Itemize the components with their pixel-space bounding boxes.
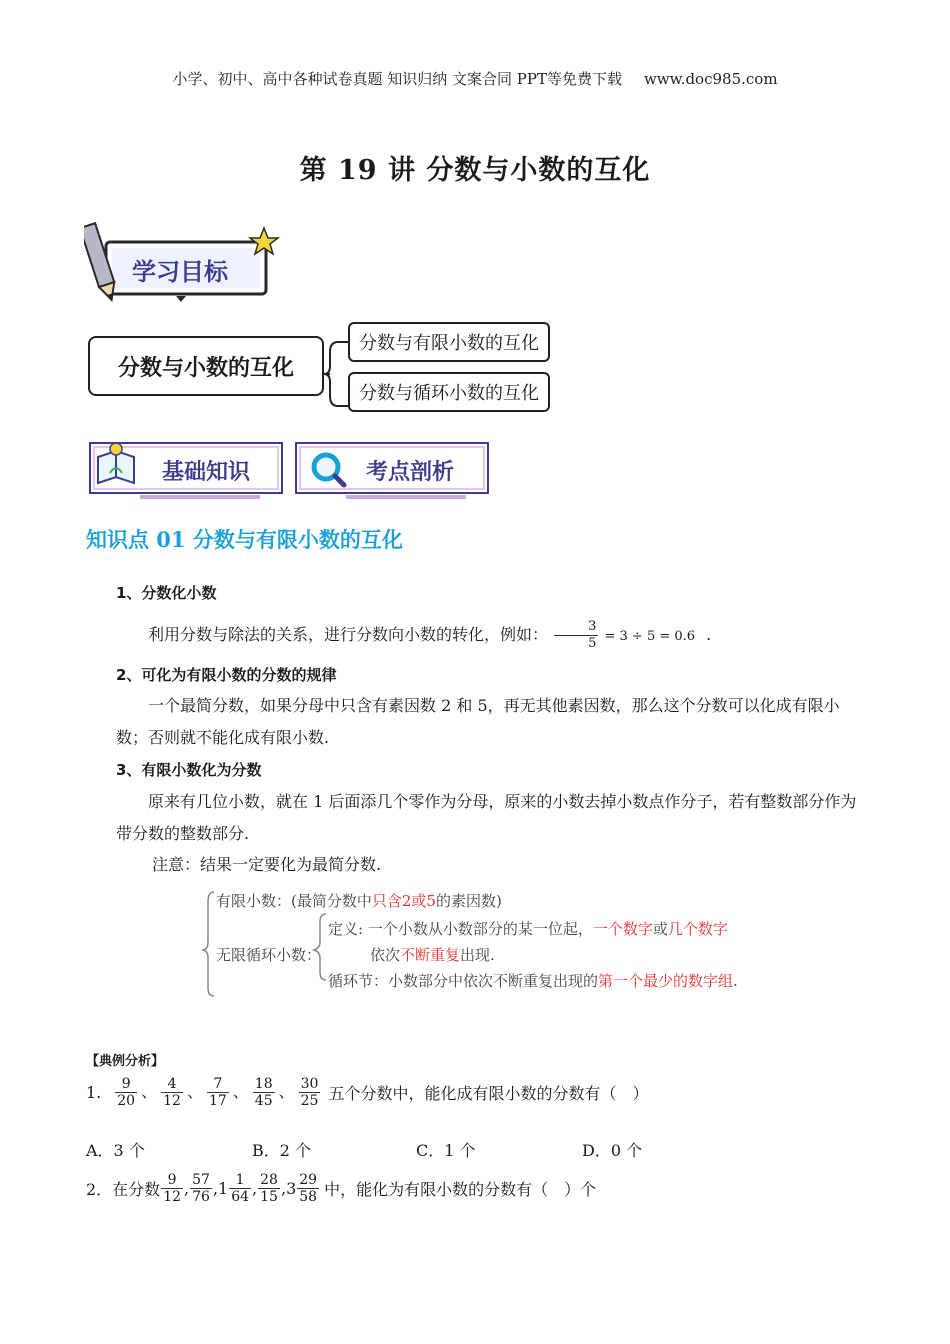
question-2: 2．在分数 $\frac{9}{12}$ , $\frac{57}{76}$ , 1 $\frac{1}{64}$ , $\frac{28}{15}$ , 3 $\frac{29}{58}$ 中，能化为有限小数的分数有（ ）个 [86,1172,597,1205]
item-paragraph-3: 原来有几位小数，就在 1 后面添几个零作为分母，原来的小数去掉小数点作分子，若有整数部分作为带分数的整数部分. [116,792,857,843]
q1-fraction: $\frac{7}{17}$ [208,1076,227,1109]
page-header [0,68,950,89]
tab-analysis-label: 考点剖析 [366,460,455,485]
summary-cycle: 循环节：小数部分中依次不断重复出现的第一个最少的数字组. [328,972,738,990]
summary-definition-2: 依次不断重复出现. [370,946,495,964]
q1-fraction: $\frac{18}{45}$ [254,1076,273,1109]
mindmap-node-finite: 分数与有限小数的互化 [348,322,550,362]
banner-label: 学习目标 [132,258,228,286]
q2-fraction-3: $\frac{1}{64}$ [231,1172,250,1205]
tab-basic-label: 基础知识 [162,460,251,485]
header-text: 小学、初中、高中各种试卷真题 知识归纳 文案合同 PPT等免费下载 [172,70,622,88]
summary-definition: 定义: 一个小数从小数部分的某一位起，一个数字或几个数字 [328,920,728,938]
header-site-link[interactable]: www.doc985.com [643,70,778,88]
tab-basic-knowledge[interactable] [86,437,286,501]
tab-analysis[interactable] [292,437,492,501]
q2-fraction-1: $\frac{9}{12}$ [163,1172,182,1205]
example-label: 【典例分析】 [86,1054,165,1069]
question-1-number: 1. [86,1083,102,1102]
q2-fraction-5: $\frac{29}{58}$ [299,1172,318,1205]
item-paragraph-1 [116,612,866,660]
paragraph-1-end: . [706,625,712,644]
summary-finite: 有限小数：(最简分数中只含2或5的素因数) [216,892,502,910]
q1-separator: 、 [232,1082,249,1101]
option-d[interactable]: D．0 个 [582,1141,643,1160]
q1-separator: 、 [278,1082,295,1101]
q2-fraction-2: $\frac{57}{76}$ [192,1172,210,1205]
question-1 [86,1076,648,1109]
question-1-fractions [111,1076,324,1109]
option-b[interactable]: B．2 个 [252,1141,312,1160]
item-heading-1: 1、分数化小数 [116,584,217,602]
page-title: 第 19 讲 分数与小数的互化 [299,155,651,186]
question-1-text: 五个分数中，能化成有限小数的分数有（ ） [328,1084,649,1103]
q1-fraction: $\frac{30}{25}$ [300,1076,319,1109]
question-2-number: 2．在分数 [86,1180,161,1199]
paragraph-1-text: 利用分数与除法的关系，进行分数向小数的转化，例如： [148,625,549,644]
item-paragraph-2: 一个最简分数，如果分母中只含有素因数 2 和 5，再无其他素因数，那么这个分数可以化成有限小数；否则就不能化成有限小数. [116,696,840,747]
mindmap-root: 分数与小数的互化 [88,336,324,396]
learning-goal-banner [84,218,284,310]
summary-infinite: 无限循环小数： [216,946,322,964]
section-title: 知识点 01 分数与有限小数的互化 [86,527,403,552]
fraction-3-5: $\frac{3}{5}$ [554,619,598,652]
question-2-text: 中，能化为有限小数的分数有（ ）个 [324,1180,597,1199]
q1-fraction: $\frac{4}{12}$ [163,1076,181,1109]
option-a[interactable]: A．3 个 [86,1141,145,1160]
equation-text: = 3 ÷ 5 = 0.6 [604,629,696,644]
option-c[interactable]: C．1 个 [416,1141,476,1160]
item-heading-2: 2、可化为有限小数的分数的规律 [116,666,337,684]
item-heading-3: 3、有限小数化为分数 [116,761,262,779]
note-text: 注意：结果一定要化为最简分数. [152,855,382,874]
q2-fraction-4: $\frac{28}{15}$ [260,1172,278,1205]
mindmap-node-recurring: 分数与循环小数的互化 [348,372,550,412]
q1-fraction: $\frac{9}{20}$ [117,1076,136,1109]
q1-separator: 、 [186,1082,203,1101]
q1-separator: 、 [141,1082,158,1101]
